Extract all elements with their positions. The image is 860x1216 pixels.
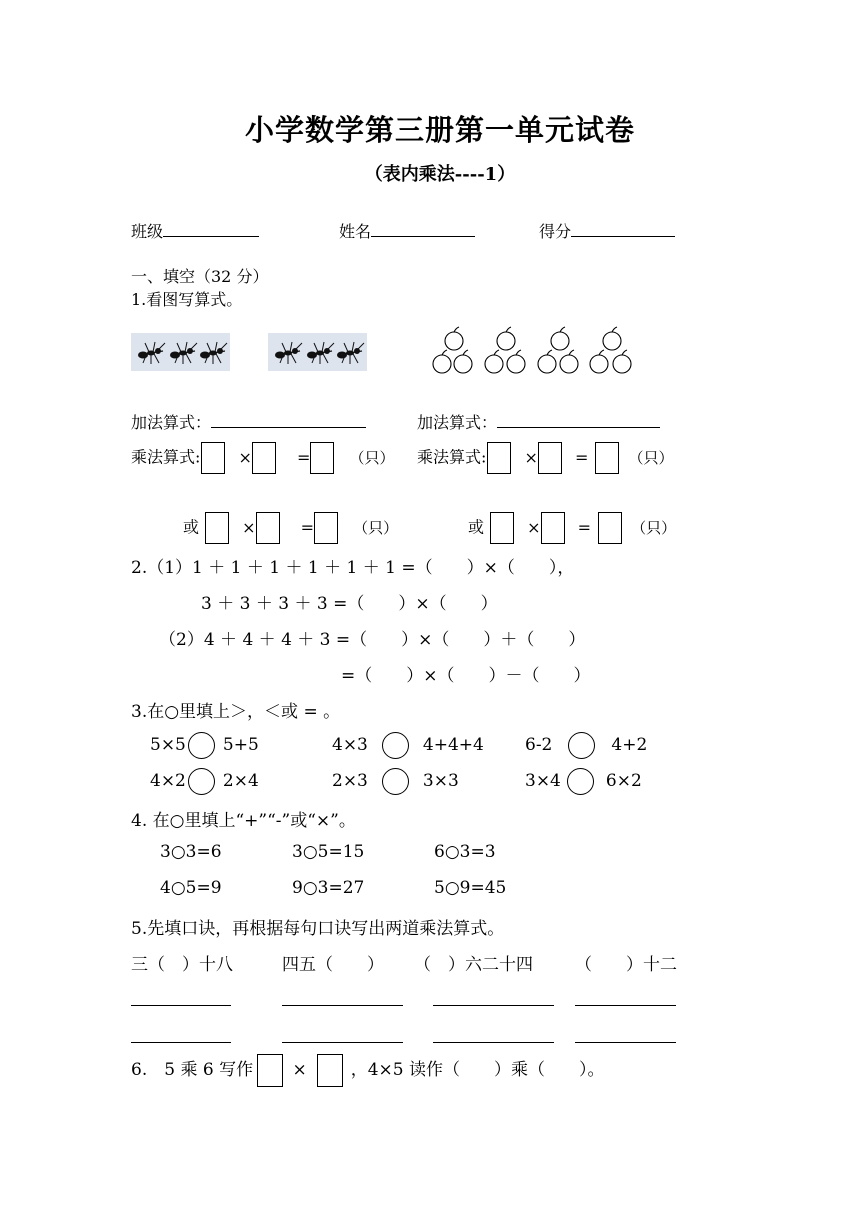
score-label: 得分 <box>539 222 572 241</box>
compare-item <box>150 768 259 795</box>
apple-icon <box>538 350 556 373</box>
q1-left-mul <box>131 442 395 474</box>
compare-left: 6-2 <box>525 735 553 755</box>
q4-heading: 4. 在○里填上“+”“-”或“×”。 <box>131 811 356 831</box>
compare-right: 6×2 <box>605 771 642 791</box>
mnemonic-item[interactable]: 四五（ ） <box>282 955 384 975</box>
apple-icon <box>485 350 503 373</box>
answer-box[interactable] <box>256 512 280 544</box>
answer-box[interactable] <box>205 512 229 544</box>
compare-right: 2×4 <box>222 771 259 791</box>
q1-right-add[interactable] <box>417 410 660 433</box>
answer-box[interactable] <box>541 512 565 544</box>
page-title: 小学数学第三册第一单元试卷 <box>244 113 635 147</box>
compare-item <box>332 768 459 795</box>
answer-box[interactable] <box>538 442 562 474</box>
answer-line[interactable] <box>433 1042 554 1043</box>
answer-line[interactable] <box>575 1042 676 1043</box>
operator-item[interactable]: 3○3=6 <box>160 842 222 862</box>
answer-line[interactable] <box>131 1005 231 1006</box>
answer-box[interactable] <box>252 442 276 474</box>
apple-icon <box>497 327 515 350</box>
add-label: 加法算式： <box>131 413 212 432</box>
q6-prefix: 6. 5 乘 6 写作 <box>131 1060 254 1080</box>
answer-box[interactable] <box>487 442 511 474</box>
answer-line[interactable] <box>433 1005 554 1006</box>
name-field[interactable] <box>339 219 475 242</box>
score-blank[interactable] <box>571 220 675 237</box>
unit-label: （只） <box>353 518 399 537</box>
apple-icon <box>445 327 463 350</box>
answer-box[interactable] <box>490 512 514 544</box>
add-label: 加法算式： <box>417 413 498 432</box>
ant-icon <box>307 342 334 364</box>
add-blank-right[interactable] <box>497 411 660 428</box>
apple-icon <box>603 327 621 350</box>
operator-item[interactable]: 9○3=27 <box>292 878 365 898</box>
answer-box[interactable] <box>257 1054 283 1087</box>
answer-line[interactable] <box>575 1005 676 1006</box>
compare-circle[interactable] <box>382 768 409 795</box>
class-label: 班级 <box>131 222 164 241</box>
compare-left: 2×3 <box>332 771 368 791</box>
compare-circle[interactable] <box>568 732 595 759</box>
compare-left: 4×2 <box>150 771 186 791</box>
answer-box[interactable] <box>598 512 622 544</box>
compare-right: 5+5 <box>222 735 259 755</box>
name-blank[interactable] <box>371 220 475 237</box>
class-field[interactable] <box>131 219 259 242</box>
score-field[interactable] <box>539 219 675 242</box>
compare-item <box>525 768 642 795</box>
answer-box[interactable] <box>310 442 334 474</box>
name-label: 姓名 <box>339 222 372 241</box>
q2-line4: =（ ）×（ ）－（ ） <box>341 666 591 686</box>
q3-heading: 3.在○里填上＞，＜或 = 。 <box>131 702 341 722</box>
ant-icon <box>337 342 364 364</box>
q6-suffix: ，4×5 读作（ ）乘（ ）。 <box>350 1060 605 1080</box>
q1-heading: 1.看图写算式。 <box>131 290 243 309</box>
answer-box[interactable] <box>314 512 338 544</box>
apple-icon <box>433 350 451 373</box>
page-subtitle: （表内乘法----1） <box>364 164 516 185</box>
answer-line[interactable] <box>282 1042 403 1043</box>
operator-item[interactable]: 4○5=9 <box>160 878 222 898</box>
apple-icon <box>613 350 631 373</box>
times-sign: × <box>527 517 541 537</box>
compare-circle[interactable] <box>567 768 594 795</box>
ant-group-2 <box>268 333 367 371</box>
apple-icon <box>551 327 569 350</box>
operator-item[interactable]: 3○5=15 <box>292 842 365 862</box>
q1-left-or <box>183 512 398 544</box>
q5-heading: 5.先填口诀，再根据每句口诀写出两道乘法算式。 <box>131 919 505 939</box>
q1-left-add[interactable] <box>131 410 366 433</box>
answer-box[interactable] <box>595 442 619 474</box>
or-label: 或 <box>183 517 200 537</box>
apple-icon <box>507 350 525 373</box>
mnemonic-item[interactable]: 三（ ）十八 <box>131 955 233 975</box>
compare-left: 3×4 <box>525 771 561 791</box>
add-blank-left[interactable] <box>211 411 366 428</box>
equals-sign: = <box>575 447 589 467</box>
answer-box[interactable] <box>317 1054 343 1087</box>
compare-right: 3×3 <box>422 771 459 791</box>
times-sign: × <box>238 447 252 467</box>
ant-icon <box>275 342 302 364</box>
compare-circle[interactable] <box>382 732 409 759</box>
compare-item <box>150 732 259 759</box>
equals-sign: = <box>300 517 315 537</box>
q6-line <box>131 1054 605 1087</box>
mnemonic-item[interactable]: （ ）六二十四 <box>414 955 533 975</box>
compare-circle[interactable] <box>188 732 215 759</box>
ant-icon <box>138 342 165 364</box>
answer-line[interactable] <box>282 1005 403 1006</box>
apple-groups <box>430 326 640 382</box>
class-blank[interactable] <box>163 220 259 237</box>
compare-item <box>332 732 484 759</box>
times-sign: × <box>292 1060 307 1080</box>
compare-left: 5×5 <box>150 735 186 755</box>
equals-sign: = <box>297 447 311 467</box>
apple-icon <box>560 350 578 373</box>
apple-icon <box>590 350 608 373</box>
section1-heading: 一、填空（32 分） <box>131 267 269 286</box>
unit-label: （只） <box>628 448 674 467</box>
compare-circle[interactable] <box>188 768 215 795</box>
q2-line2: 3 ＋ 3 ＋ 3 ＋ 3 =（ ）×（ ） <box>201 594 498 614</box>
operator-item[interactable]: 6○3=3 <box>434 842 496 862</box>
ant-icon <box>170 342 197 364</box>
or-label: 或 <box>468 517 485 537</box>
mul-label: 乘法算式: <box>131 447 201 467</box>
q1-right-or <box>468 512 676 544</box>
unit-label: （只） <box>631 518 677 537</box>
q1-right-mul <box>417 442 674 474</box>
apple-icon <box>454 350 472 373</box>
compare-right: 4+2 <box>611 735 648 755</box>
ant-icon <box>200 342 227 364</box>
q2-line1: 2.（1）1 ＋ 1 ＋ 1 ＋ 1 ＋ 1 ＋ 1 =（ ）×（ ）， <box>131 558 575 578</box>
compare-right: 4+4+4 <box>422 735 484 755</box>
unit-label: （只） <box>349 448 395 467</box>
ant-group-1 <box>131 333 230 371</box>
mul-label: 乘法算式: <box>417 447 487 467</box>
compare-item <box>525 732 647 759</box>
compare-left: 4×3 <box>332 735 368 755</box>
answer-box[interactable] <box>201 442 225 474</box>
mnemonic-item[interactable]: （ ）十二 <box>575 955 677 975</box>
times-sign: × <box>524 447 538 467</box>
operator-item[interactable]: 5○9=45 <box>434 878 507 898</box>
q2-line3: （2）4 ＋ 4 ＋ 4 ＋ 3 =（ ）×（ ）＋（ ） <box>159 630 586 650</box>
times-sign: × <box>242 517 256 537</box>
equals-sign: = <box>577 517 592 537</box>
answer-line[interactable] <box>131 1042 231 1043</box>
